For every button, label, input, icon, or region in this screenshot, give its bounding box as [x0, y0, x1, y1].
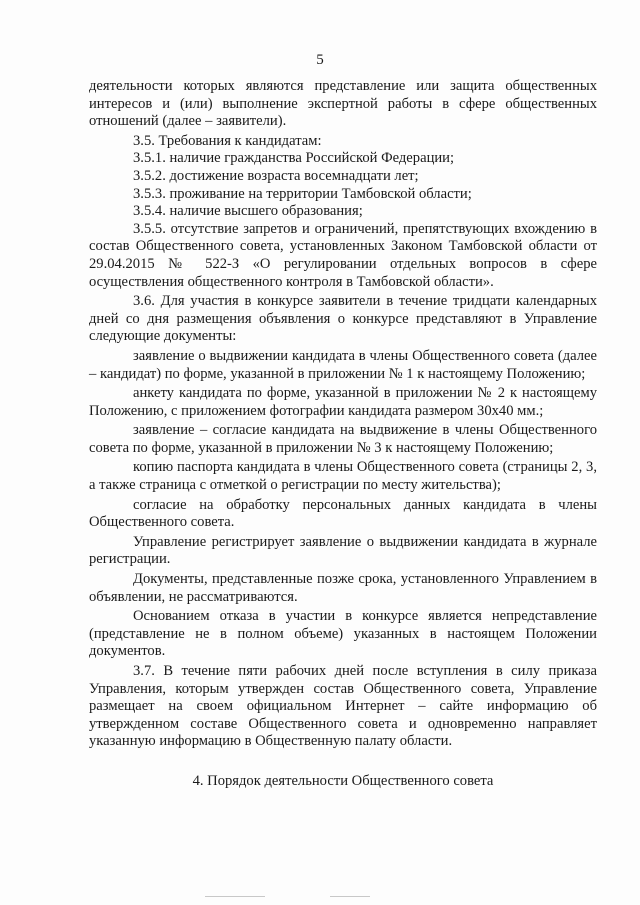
document-item-questionnaire: анкету кандидата по форме, указанной в приложении № 2 к настоящему Положению, с приложением фотографии кандидата размером 30х40 мм.;	[89, 385, 597, 419]
scan-artifact	[205, 896, 265, 897]
paragraph-registration: Управление регистрирует заявление о выдвижении кандидата в журнале регистрации.	[89, 533, 597, 568]
paragraph-3-5-1: 3.5.1. наличие гражданства Российской Федерации;	[133, 150, 455, 167]
paragraph-3-7: 3.7. В течение пяти рабочих дней после вступления в силу приказа Управления, которым утвержден состав Общественного совета, Управление размещает на своем официальном Интернет – сайте информацию об утвержденном составе Общественного совета и одновременно направляет указанную информацию в Общественную палату области.	[89, 663, 597, 750]
paragraph-3-5-4: 3.5.4. наличие высшего образования;	[133, 203, 363, 220]
paragraph-3-5: 3.5. Требования к кандидатам:	[133, 132, 322, 149]
document-item-application: заявление о выдвижении кандидата в члены Общественного совета (далее – кандидат) по форме, указанной в приложении № 1 к настоящему Положению;	[89, 347, 597, 382]
document-body	[89, 78, 597, 791]
paragraph-3-6: 3.6. Для участия в конкурсе заявители в течение тридцати календарных дней со дня размещения объявления о конкурсе представляют в Управление следующие документы:	[89, 293, 597, 345]
scan-artifact	[330, 896, 370, 897]
page-number: 5	[316, 52, 324, 68]
document-item-data-consent: согласие на обработку персональных данных кандидата в члены Общественного совета.	[89, 496, 597, 531]
section-heading: 4. Порядок деятельности Общественного совета	[192, 772, 494, 789]
paragraph-3-5-5: 3.5.5. отсутствие запретов и ограничений, препятствующих вхождению в состав Общественного совета, установленных Законом Тамбовской области от 29.04.2015 № 522-З «О регулировании отдельных вопросов в сфере осуществления общественного контроля в Тамбовской области».	[89, 220, 597, 290]
paragraph-continuation: деятельности которых являются представление или защита общественных интересов и (или) выполнение экспертной работы в сфере общественных отношений (далее – заявители).	[89, 78, 597, 130]
document-item-passport-copy: копию паспорта кандидата в члены Общественного совета (страницы 2, 3, а также страница с отметкой о регистрации по месту жительства);	[89, 459, 597, 494]
paragraph-3-5-2: 3.5.2. достижение возраста восемнадцати лет;	[133, 167, 419, 184]
paragraph-refusal-grounds: Основанием отказа в участии в конкурсе является непредставление (представление не в полном объеме) указанных в настоящем Положении документов.	[89, 608, 597, 660]
paragraph-late-documents: Документы, представленные позже срока, установленного Управлением в объявлении, не рассматриваются.	[89, 571, 597, 605]
document-item-consent-nomination: заявление – согласие кандидата на выдвижение в члены Общественного совета по форме, указанной в приложении № 3 к настоящему Положению;	[89, 422, 597, 456]
paragraph-3-5-3: 3.5.3. проживание на территории Тамбовской области;	[133, 185, 472, 202]
